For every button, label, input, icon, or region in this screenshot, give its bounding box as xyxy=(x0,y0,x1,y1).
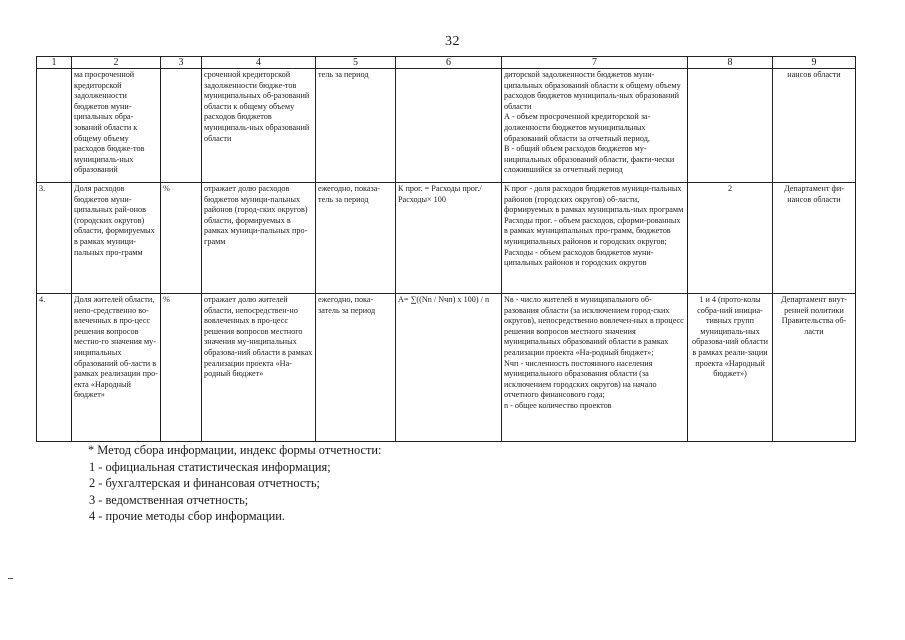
column-number: 4 xyxy=(202,57,316,69)
column-number: 1 xyxy=(37,57,72,69)
row-number xyxy=(37,69,72,183)
column-number: 2 xyxy=(72,57,161,69)
table-row xyxy=(37,294,856,442)
table-row xyxy=(37,183,856,294)
indicator-name: Доля жителей области, непо-средственно во-влеченных в про-цесс решения вопросов местно-го значения му-ниципальных образований об-ласти в рамках реализации про-екта «Народный бюджет» xyxy=(72,294,161,442)
formula: A= ∑((Nn / Nчп) x 100) / n xyxy=(396,294,502,442)
formula-variables: К прог - доля расходов бюджетов муници-пальных районов (городских округов) об-ласти, формируемых в рамках муниципаль-ных программ Расходы прог. - объем расходов, сформи-рованных в рамках муниципальных про-грамм, бюджетов муниципальных районов и городских округов; Расходы - объем расходов бюджетов муни-ципальных районов и городских округов xyxy=(502,183,688,294)
indicators-table xyxy=(36,56,856,442)
page-number: 32 xyxy=(445,34,460,49)
indicator-definition: сроченной кредиторской задолженности бюдже-тов муниципальных об-разований области к общему объему расходов бюджетов муниципаль-ных образований области xyxy=(202,69,316,183)
responsible-body: нансов области xyxy=(773,69,856,183)
margin-mark xyxy=(8,578,13,579)
indicator-name: ма просроченной кредиторской задолженности бюджетов муни-ципальных обра-зований области к общему объему расходов бюдже-тов муниципаль-ных образований xyxy=(72,69,161,183)
footnote-item: 2 - бухгалтерская и финансовая отчетность; xyxy=(89,476,320,491)
formula xyxy=(396,69,502,183)
footnote xyxy=(88,442,382,525)
indicator-name: Доля расходов бюджетов муни-ципальных рай-онов (городских округов) области, формируемых в рамках муници-пальных про-грамм xyxy=(72,183,161,294)
formula: К прог. = Расходы прог./ Расходы× 100 xyxy=(396,183,502,294)
footnote-item: 4 - прочие методы сбор информации. xyxy=(89,509,286,524)
column-numbers-row xyxy=(37,57,856,69)
column-number: 9 xyxy=(773,57,856,69)
periodicity: тель за период xyxy=(316,69,396,183)
column-number: 5 xyxy=(316,57,396,69)
column-number: 6 xyxy=(396,57,502,69)
unit: % xyxy=(161,183,202,294)
indicator-definition: отражает долю жителей области, непосредствен-но вовлеченных в про-цесс решения вопросов местного значения му-ниципальных образова-ний области в рамках реализации проекта «На-родный бюджет» xyxy=(202,294,316,442)
indicator-definition: отражает долю расходов бюджетов муници-пальных районов (город-ских округов) области, формируемых в рамках муници-пальных про-грамм xyxy=(202,183,316,294)
responsible-body: Департамент фи-нансов области xyxy=(773,183,856,294)
footnote-title: * Метод сбора информации, индекс формы отчетности: xyxy=(88,443,382,457)
column-number: 8 xyxy=(688,57,773,69)
footnote-item: 3 - ведомственная отчетность; xyxy=(89,492,249,507)
unit: % xyxy=(161,294,202,442)
collection-method: 1 и 4 (прото-колы собра-ний инициа-тивных групп муниципаль-ных образова-ний области в рамках реали-зации проекта «Народный бюджет») xyxy=(688,294,773,442)
collection-method: 2 xyxy=(688,183,773,294)
formula-variables: диторской задолженности бюджетов муни-ципальных образований области к общему объему расходов бюджетов муниципаль-ных образований области А - объем просроченной кредиторской за-долженности бюджетов муниципальных образований области за отчетный период, В - общий объем расходов бюджетов му-ниципальных образований области, факти-чески сложившийся за отчетный период xyxy=(502,69,688,183)
table-row xyxy=(37,69,856,183)
responsible-body: Департамент внут-ренней политики Правительства об-ласти xyxy=(773,294,856,442)
collection-method xyxy=(688,69,773,183)
column-number: 7 xyxy=(502,57,688,69)
periodicity: ежегодно, пока-затель за период xyxy=(316,294,396,442)
footnote-item: 1 - официальная статистическая информация; xyxy=(89,459,331,474)
unit xyxy=(161,69,202,183)
row-number: 3. xyxy=(37,183,72,294)
periodicity: ежегодно, показа-тель за период xyxy=(316,183,396,294)
column-number: 3 xyxy=(161,57,202,69)
formula-variables: Nв - число жителей в муниципального об-разования области (за исключением город-ских округов), непосредственно вовлечен-ных в процесс решения вопросов местного значения муниципальных образований области в рамках реализации проекта «На-родный бюджет»; Nчп - численность постоянного населения муниципального образования области (за исключением городских округов) на начало отчетного финансового года; n - общее количество проектов xyxy=(502,294,688,442)
row-number: 4. xyxy=(37,294,72,442)
